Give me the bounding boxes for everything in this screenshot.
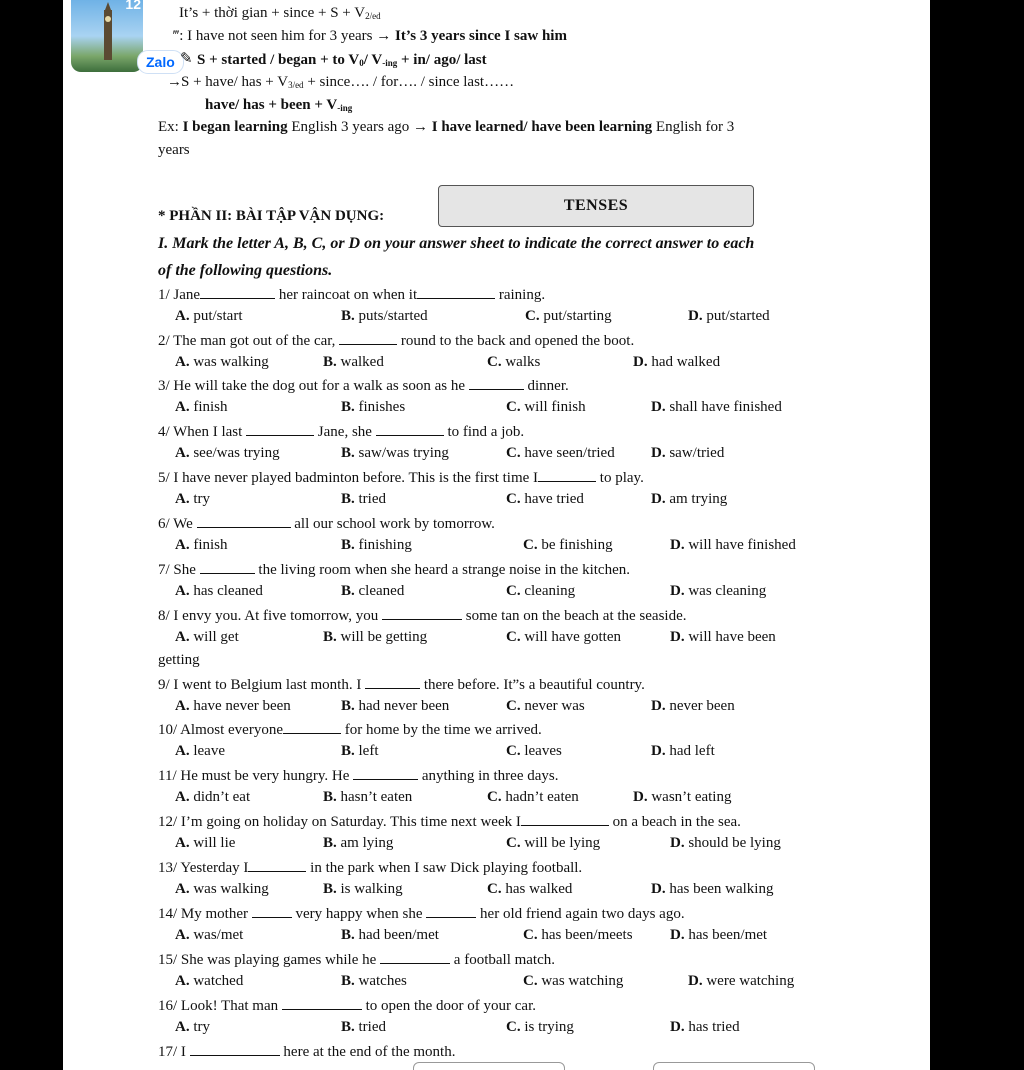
answer-blank[interactable] [521, 812, 609, 826]
question-text: 6/ We [158, 516, 197, 532]
option-a[interactable]: A. leave [175, 743, 225, 759]
option-c[interactable]: C. leaves [506, 743, 562, 759]
question-1 [158, 285, 545, 304]
option-b[interactable]: B. is walking [323, 881, 403, 897]
question-text: dinner. [523, 378, 569, 394]
option-c[interactable]: C. put/starting [525, 308, 612, 324]
option-b[interactable]: B. had been/met [341, 927, 439, 943]
answer-blank[interactable] [365, 675, 420, 689]
example-line: Ex: I began learning English 3 years ago → I have learned/ have been learning English for 3 [158, 119, 735, 135]
formula-line-2: ‴: I have not seen him for 3 years → It’s 3 years since I saw him [173, 28, 567, 44]
question-15 [158, 950, 555, 969]
question-14 [158, 904, 685, 923]
answer-blank[interactable] [200, 560, 255, 574]
answer-blank[interactable] [197, 514, 291, 528]
option-b[interactable]: B. walked [323, 354, 384, 370]
option-d[interactable]: D. saw/tried [651, 445, 725, 461]
option-b[interactable]: B. tried [341, 1019, 387, 1035]
question-text: for home by the time we arrived. [340, 722, 542, 738]
question-text: 17/ I [158, 1044, 190, 1060]
example-line-wrap: years [158, 142, 190, 158]
question-text: 1/ Jane [158, 287, 201, 303]
question-text: round to the back and opened the boot. [397, 333, 635, 349]
question-text: 12/ I’m going on holiday on Saturday. This time next week I [158, 814, 521, 830]
formula-line-1: It’s + thời gian + since + $S + V_{2/ed}$ [179, 5, 381, 21]
answer-blank[interactable] [282, 996, 362, 1010]
answer-blank[interactable] [353, 766, 418, 780]
question-text: 5/ I have never played badminton before. This is the first time I [158, 470, 539, 486]
book-cover-thumbnail [71, 0, 143, 72]
tenses-title-box: TENSES [438, 185, 754, 227]
option-d[interactable]: D. has tried [670, 1019, 740, 1035]
option-a[interactable]: A. try [175, 1019, 211, 1035]
grade-number: 12 [125, 0, 141, 12]
question-text: to play. [596, 470, 644, 486]
option-a[interactable]: A. finish [175, 537, 228, 553]
question-text: raining. [495, 287, 546, 303]
question-10 [158, 720, 542, 739]
question-16 [158, 996, 536, 1015]
instruction-line-1: I. Mark the letter A, B, C, or D on your answer sheet to indicate the correct answer to each [158, 235, 755, 252]
question-8 [158, 606, 687, 625]
cutoff-next-line [193, 1062, 813, 1070]
option-c[interactable]: C. was watching [523, 973, 624, 989]
option-b[interactable]: B. will be getting [323, 629, 428, 645]
question-text: 13/ Yesterday I [158, 860, 249, 876]
question-text: 9/ I went to Belgium last month. I [158, 677, 366, 693]
question-text: Jane, she [314, 424, 376, 440]
question-text: there before. It”s a beautiful country. [420, 677, 645, 693]
option-d[interactable]: D. wasn’t eating [633, 789, 732, 805]
answer-blank[interactable] [339, 331, 397, 345]
question-text: 8/ I envy you. At five tomorrow, you [158, 608, 382, 624]
option-c[interactable]: C. will be lying [506, 835, 601, 851]
question-text: 4/ When I last [158, 424, 247, 440]
question-text: 2/ The man got out of the car, [158, 333, 340, 349]
question-4 [158, 422, 524, 441]
answer-blank[interactable] [469, 376, 524, 390]
question-text: 10/ Almost everyone [158, 722, 283, 738]
option-a[interactable]: A. didn’t eat [175, 789, 251, 805]
option-c[interactable]: C. will finish [506, 399, 586, 415]
option-a[interactable]: A. will get [175, 629, 239, 645]
option-c[interactable]: C. never was [506, 698, 585, 714]
option-b[interactable]: B. tried [341, 491, 387, 507]
question-text: the living room when she heard a strange noise in the kitchen. [254, 562, 630, 578]
option-b[interactable]: B. left [341, 743, 379, 759]
question-text: 3/ He will take the dog out for a walk as soon as he [158, 378, 469, 394]
option-c[interactable]: C. have seen/tried [506, 445, 615, 461]
question-text: anything in three days. [418, 768, 559, 784]
question-9 [158, 675, 645, 694]
option-b[interactable]: B. cleaned [341, 583, 405, 599]
option-d[interactable]: D. will have been [670, 629, 776, 645]
option-b[interactable]: B. hasn’t eaten [323, 789, 413, 805]
question-7 [158, 560, 630, 579]
question-text: to open the door of your car. [361, 998, 536, 1014]
question-text: here at the end of the month. [279, 1044, 456, 1060]
option-b[interactable]: B. watches [341, 973, 407, 989]
question-text: 16/ Look! That man [158, 998, 282, 1014]
option-d[interactable]: D. has been walking [651, 881, 774, 897]
answer-blank[interactable] [283, 720, 341, 734]
question-17 [158, 1042, 455, 1061]
question-text: all our school work by tomorrow. [290, 516, 495, 532]
option-a[interactable]: A. have never been [175, 698, 291, 714]
option-d[interactable]: D. had walked [633, 354, 721, 370]
option-c[interactable]: C. has walked [487, 881, 573, 897]
option-c[interactable]: C. be finishing [523, 537, 613, 553]
option-b[interactable]: B. finishing [341, 537, 412, 553]
option-b[interactable]: B. finishes [341, 399, 406, 415]
option-d[interactable]: D. has been/met [670, 927, 768, 943]
question-3 [158, 376, 569, 395]
answer-blank[interactable] [538, 468, 596, 482]
answer-blank[interactable] [382, 606, 462, 620]
question-13 [158, 858, 582, 877]
question-12 [158, 812, 741, 831]
option-a[interactable]: A. finish [175, 399, 228, 415]
option-d[interactable]: D. never been [651, 698, 735, 714]
answer-blank[interactable] [417, 285, 495, 299]
option-wrap: getting [158, 652, 200, 668]
answer-blank[interactable] [190, 1042, 280, 1056]
answer-blank[interactable] [248, 858, 306, 872]
option-d[interactable]: D. put/started [688, 308, 770, 324]
formula-line-5: have/ has + been + $V_{-ing}$ [205, 97, 353, 113]
option-c[interactable]: C. is trying [506, 1019, 574, 1035]
option-c[interactable]: C. will have gotten [506, 629, 621, 645]
option-a[interactable]: A. try [175, 491, 211, 507]
option-b[interactable]: B. am lying [323, 835, 394, 851]
formula-line-3: S + started / began + to $V_0/$ $V_{-ing} + in/$ ago/ last [197, 52, 487, 68]
option-a[interactable]: A. was walking [175, 881, 269, 897]
question-text: on a beach in the sea. [608, 814, 741, 830]
question-text: some tan on the beach at the seaside. [462, 608, 687, 624]
document-page [63, 0, 930, 1070]
arrow-icon: → [167, 74, 182, 90]
answer-blank[interactable] [380, 950, 450, 964]
option-a[interactable]: A. was/met [175, 927, 244, 943]
option-b[interactable]: B. saw/was trying [341, 445, 449, 461]
question-text: her raincoat on when it [275, 287, 418, 303]
question-text: 14/ My mother [158, 906, 252, 922]
question-text: 15/ She was playing games while he [158, 952, 381, 968]
option-d[interactable]: D. should be lying [670, 835, 781, 851]
question-text: in the park when I saw Dick playing football. [306, 860, 583, 876]
answer-blank[interactable] [252, 904, 292, 918]
pencil-icon: ✎ [180, 51, 193, 67]
option-d[interactable]: D. will have finished [670, 537, 796, 553]
section-title: * PHẦN II: BÀI TẬP VẬN DỤNG: [158, 208, 385, 224]
question-6 [158, 514, 495, 533]
answer-blank[interactable] [376, 422, 444, 436]
answer-blank[interactable] [426, 904, 476, 918]
option-c[interactable]: C. cleaning [506, 583, 576, 599]
option-d[interactable]: D. was cleaning [670, 583, 767, 599]
option-d[interactable]: D. had left [651, 743, 715, 759]
option-c[interactable]: C. walks [487, 354, 541, 370]
option-d[interactable]: D. were watching [688, 973, 795, 989]
answer-blank[interactable] [246, 422, 314, 436]
option-a[interactable]: A. has cleaned [175, 583, 263, 599]
option-a[interactable]: A. will lie [175, 835, 236, 851]
answer-blank[interactable] [200, 285, 275, 299]
option-a[interactable]: A. watched [175, 973, 244, 989]
option-d[interactable]: D. shall have finished [651, 399, 782, 415]
option-a[interactable]: A. put/start [175, 308, 243, 324]
zalo-badge[interactable]: Zalo [137, 50, 184, 74]
option-c[interactable]: C. has been/meets [523, 927, 633, 943]
question-2 [158, 331, 634, 350]
option-d[interactable]: D. am trying [651, 491, 728, 507]
question-5 [158, 468, 644, 487]
option-c[interactable]: C. hadn’t eaten [487, 789, 579, 805]
option-b[interactable]: B. had never been [341, 698, 450, 714]
question-text: 7/ She [158, 562, 200, 578]
question-text: to find a job. [443, 424, 525, 440]
question-text: 11/ He must be very hungry. He [158, 768, 354, 784]
question-text: a football match. [450, 952, 556, 968]
instruction-line-2: of the following questions. [158, 262, 333, 279]
option-a[interactable]: A. was walking [175, 354, 269, 370]
question-11 [158, 766, 559, 785]
option-a[interactable]: A. see/was trying [175, 445, 280, 461]
formula-line-4: S + have/ has + $V_{3/ed}$ + since…. / for…. / since last…… [181, 74, 515, 90]
question-text: her old friend again two days ago. [476, 906, 685, 922]
option-c[interactable]: C. have tried [506, 491, 584, 507]
question-text: very happy when she [291, 906, 427, 922]
option-b[interactable]: B. puts/started [341, 308, 428, 324]
